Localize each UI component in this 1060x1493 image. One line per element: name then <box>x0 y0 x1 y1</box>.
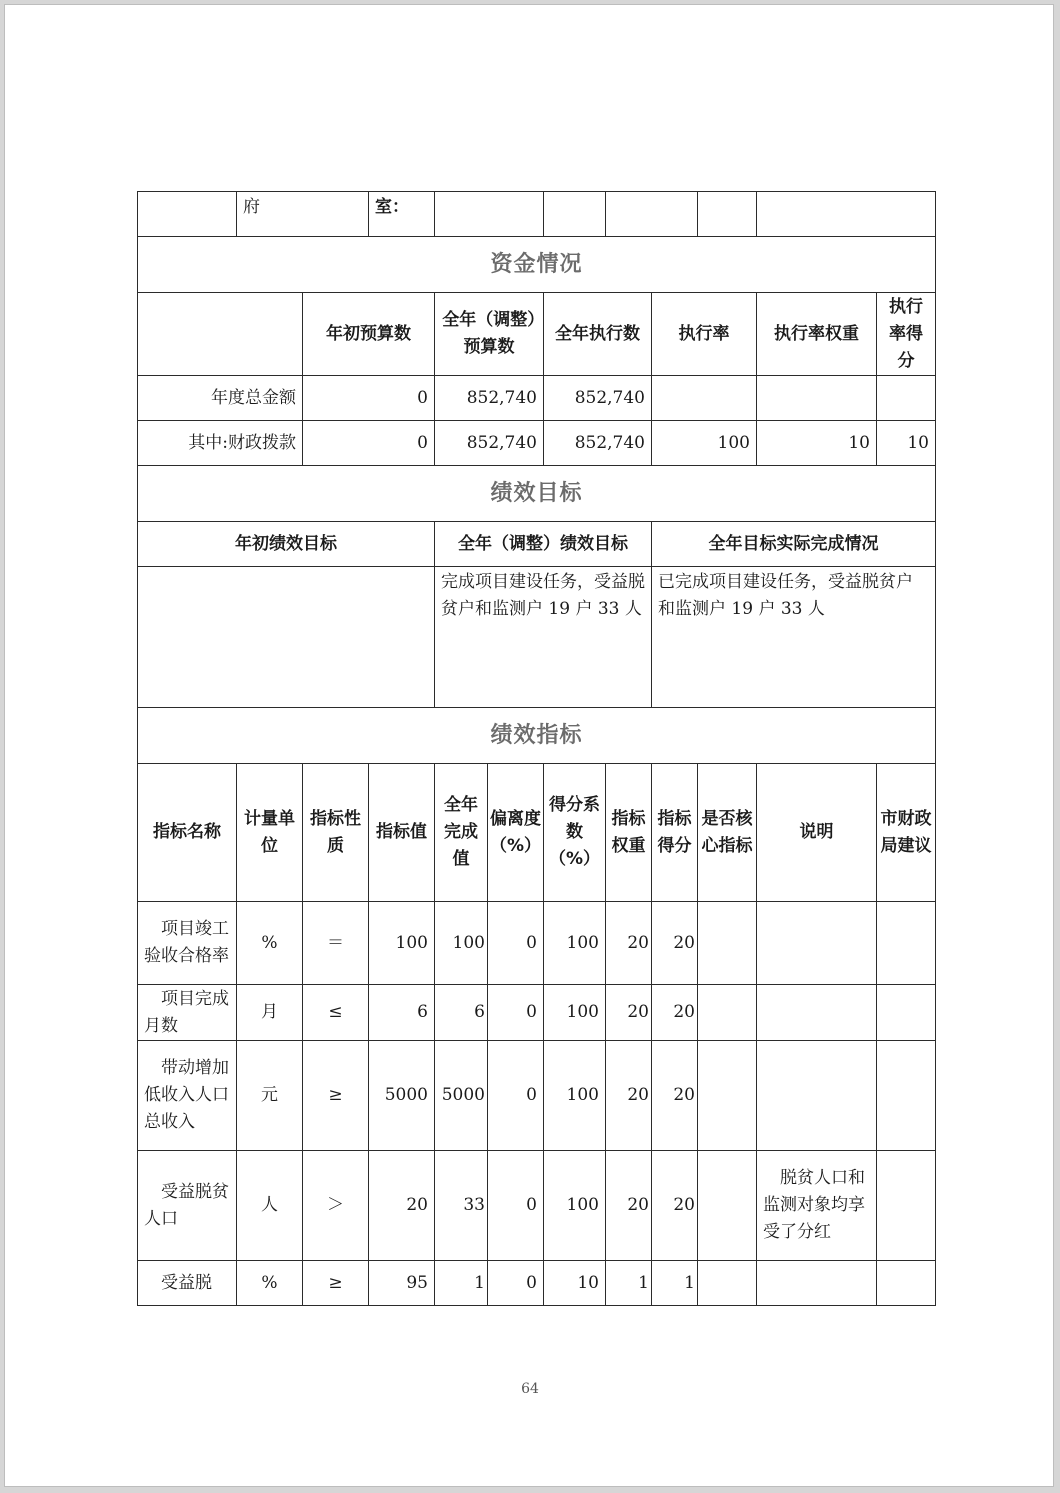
ind-score: 20 <box>652 1151 698 1261</box>
funds-cell: 0 <box>303 376 435 421</box>
ind-header-deviation: 偏离度（%） <box>488 764 544 902</box>
funds-header-adjusted-budget: 全年（调整）预算数 <box>435 293 544 376</box>
funds-cell: 100 <box>652 421 757 466</box>
funds-header-executed: 全年执行数 <box>544 293 652 376</box>
goals-adjusted-text: 完成项目建设任务，受益脱贫户和监测户 19 户 33 人 <box>435 567 652 708</box>
ind-advice <box>877 1041 936 1151</box>
ind-nature: ≥ <box>303 1261 369 1306</box>
header-cell-shi: 室： <box>369 192 435 237</box>
funds-header-rate-score: 执行率得分 <box>877 293 936 376</box>
funds-cell: 0 <box>303 421 435 466</box>
performance-form-table <box>137 191 936 1306</box>
funds-row <box>138 421 936 466</box>
ind-deviation: 0 <box>488 985 544 1041</box>
funds-cell <box>757 376 877 421</box>
ind-header-core: 是否核心指标 <box>698 764 757 902</box>
funds-cell <box>652 376 757 421</box>
ind-advice <box>877 902 936 985</box>
goals-header-actual: 全年目标实际完成情况 <box>652 522 936 567</box>
ind-name: 带动增加低收入人口总收入 <box>138 1041 237 1151</box>
ind-unit: 元 <box>237 1041 303 1151</box>
indicator-row <box>138 985 936 1041</box>
funds-header-exec-rate: 执行率 <box>652 293 757 376</box>
ind-deviation: 0 <box>488 1261 544 1306</box>
ind-core <box>698 1261 757 1306</box>
funds-cell: 852,740 <box>435 376 544 421</box>
ind-score: 20 <box>652 1041 698 1151</box>
funds-section-title: 资金情况 <box>138 237 936 293</box>
ind-actual: 5000 <box>435 1041 488 1151</box>
ind-note <box>757 1041 877 1151</box>
ind-score: 20 <box>652 985 698 1041</box>
ind-core <box>698 1041 757 1151</box>
funds-cell <box>877 376 936 421</box>
ind-nature: ≤ <box>303 985 369 1041</box>
goals-content-row <box>138 567 936 708</box>
ind-value: 6 <box>369 985 435 1041</box>
ind-unit: 人 <box>237 1151 303 1261</box>
ind-value: 95 <box>369 1261 435 1306</box>
ind-actual: 6 <box>435 985 488 1041</box>
ind-note: 脱贫人口和监测对象均享受了分红 <box>757 1151 877 1261</box>
ind-actual: 33 <box>435 1151 488 1261</box>
ind-value: 5000 <box>369 1041 435 1151</box>
indicator-row <box>138 902 936 985</box>
ind-name: 项目完成月数 <box>138 985 237 1041</box>
funds-header-rate-weight: 执行率权重 <box>757 293 877 376</box>
ind-note <box>757 985 877 1041</box>
ind-header-coef: 得分系数（%） <box>544 764 606 902</box>
ind-unit: 月 <box>237 985 303 1041</box>
ind-advice <box>877 1261 936 1306</box>
ind-value: 20 <box>369 1151 435 1261</box>
ind-coef: 10 <box>544 1261 606 1306</box>
funds-cell: 852,740 <box>544 421 652 466</box>
goals-actual-text: 已完成项目建设任务，受益脱贫户和监测户 19 户 33 人 <box>652 567 936 708</box>
ind-advice <box>877 985 936 1041</box>
ind-deviation: 0 <box>488 1151 544 1261</box>
ind-weight: 20 <box>606 1041 652 1151</box>
ind-actual: 100 <box>435 902 488 985</box>
ind-core <box>698 985 757 1041</box>
ind-actual: 1 <box>435 1261 488 1306</box>
ind-nature: ＝ <box>303 902 369 985</box>
funds-row-label: 其中:财政拨款 <box>138 421 303 466</box>
ind-header-note: 说明 <box>757 764 877 902</box>
ind-core <box>698 902 757 985</box>
goals-section-title: 绩效目标 <box>138 466 936 522</box>
ind-advice <box>877 1151 936 1261</box>
indicator-row <box>138 1261 936 1306</box>
ind-unit: % <box>237 1261 303 1306</box>
ind-header-score: 指标得分 <box>652 764 698 902</box>
indicators-header-row <box>138 764 936 902</box>
ind-header-advice: 市财政局建议 <box>877 764 936 902</box>
funds-cell: 10 <box>877 421 936 466</box>
ind-header-weight: 指标权重 <box>606 764 652 902</box>
ind-coef: 100 <box>544 902 606 985</box>
funds-cell: 852,740 <box>435 421 544 466</box>
ind-weight: 20 <box>606 985 652 1041</box>
funds-cell: 852,740 <box>544 376 652 421</box>
header-cell-fu: 府 <box>237 192 369 237</box>
document-page <box>4 4 1054 1487</box>
ind-header-actual: 全年完成值 <box>435 764 488 902</box>
funds-row-label: 年度总金额 <box>138 376 303 421</box>
funds-header-initial-budget: 年初预算数 <box>303 293 435 376</box>
indicator-row <box>138 1041 936 1151</box>
goals-header-adjusted: 全年（调整）绩效目标 <box>435 522 652 567</box>
ind-header-name: 指标名称 <box>138 764 237 902</box>
ind-deviation: 0 <box>488 902 544 985</box>
indicators-section-title: 绩效指标 <box>138 708 936 764</box>
ind-name: 受益脱贫人口 <box>138 1151 237 1261</box>
ind-name: 受益脱 <box>138 1261 237 1306</box>
ind-core <box>698 1151 757 1261</box>
ind-note <box>757 902 877 985</box>
ind-header-value: 指标值 <box>369 764 435 902</box>
ind-coef: 100 <box>544 1151 606 1261</box>
ind-weight: 20 <box>606 902 652 985</box>
ind-name: 项目竣工验收合格率 <box>138 902 237 985</box>
ind-coef: 100 <box>544 1041 606 1151</box>
ind-nature: ＞ <box>303 1151 369 1261</box>
goals-initial-text <box>138 567 435 708</box>
ind-unit: % <box>237 902 303 985</box>
ind-note <box>757 1261 877 1306</box>
ind-header-unit: 计量单位 <box>237 764 303 902</box>
ind-nature: ≥ <box>303 1041 369 1151</box>
ind-weight: 1 <box>606 1261 652 1306</box>
ind-header-nature: 指标性质 <box>303 764 369 902</box>
funds-row <box>138 376 936 421</box>
ind-weight: 20 <box>606 1151 652 1261</box>
ind-score: 20 <box>652 902 698 985</box>
goals-header-row <box>138 522 936 567</box>
funds-cell: 10 <box>757 421 877 466</box>
ind-value: 100 <box>369 902 435 985</box>
goals-header-initial: 年初绩效目标 <box>138 522 435 567</box>
page-number: 64 <box>521 1381 539 1397</box>
ind-score: 1 <box>652 1261 698 1306</box>
funds-header-row <box>138 293 936 376</box>
ind-coef: 100 <box>544 985 606 1041</box>
ind-deviation: 0 <box>488 1041 544 1151</box>
indicator-row <box>138 1151 936 1261</box>
header-row <box>138 192 936 237</box>
